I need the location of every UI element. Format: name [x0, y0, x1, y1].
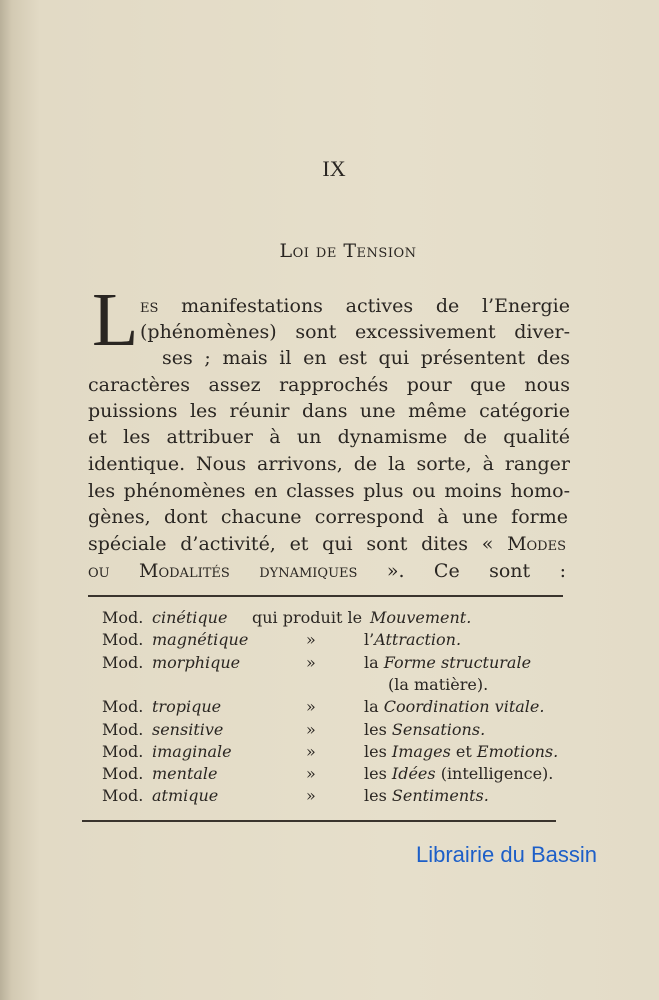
small-caps-text: Modes [507, 533, 566, 555]
mod-label: Mod. [102, 653, 144, 672]
top-rule [88, 595, 563, 597]
result-name: Attraction. [374, 630, 462, 649]
paragraph-line [140, 293, 570, 319]
result [364, 719, 485, 741]
paragraph-line: identique. Nous arrivons, de la sorte, à ranger [88, 453, 570, 475]
paragraph-line [88, 558, 566, 584]
result [364, 763, 553, 785]
result-name: Forme structurale [383, 653, 532, 672]
result-extra: (intelligence). [435, 764, 554, 783]
modality-name: magnétique [152, 630, 249, 649]
result [364, 696, 544, 718]
produces-text: » [306, 764, 316, 783]
chapter-title: Loi de Tension [279, 240, 417, 262]
small-caps-text: ou Modalités dynamiques [88, 560, 358, 582]
paragraph-line: gènes, dont chacune correspond à une forme [88, 506, 568, 528]
table-row [102, 719, 572, 741]
modality-name: mentale [152, 764, 218, 783]
produces-text: » [306, 653, 316, 672]
table-row [102, 629, 572, 651]
article: les [364, 720, 392, 739]
table-row [102, 785, 572, 807]
paragraph-line: et les attribuer à un dynamisme de qualité [88, 426, 570, 448]
result-extra: et [450, 742, 477, 761]
result [364, 629, 461, 651]
drop-cap: L [92, 278, 139, 362]
article: la [364, 653, 384, 672]
article: les [364, 786, 392, 805]
article: les [364, 764, 392, 783]
watermark: Librairie du Bassin [416, 842, 597, 867]
line-text: ». Ce sont : [357, 560, 566, 582]
paragraph-line: les phénomènes en classes plus ou moins homo- [88, 480, 570, 502]
produces-text: » [306, 742, 316, 761]
result-name: Sentiments. [391, 786, 489, 805]
modality-name: atmique [152, 786, 219, 805]
result-name: Mouvement. [370, 608, 472, 627]
mod-label: Mod. [102, 608, 144, 627]
modality-name: imaginale [152, 742, 232, 761]
paragraph-line: caractères assez rapprochés pour que nous [88, 374, 570, 396]
result-name: Sensations. [391, 720, 486, 739]
mod-label: Mod. [102, 630, 144, 649]
result-continuation: (la matière). [388, 675, 489, 694]
table-row [102, 741, 572, 763]
produces-text: qui produit le [252, 608, 363, 627]
modality-name: sensitive [152, 720, 224, 739]
result-name: Images [391, 742, 451, 761]
table-row [102, 607, 572, 629]
line-text: manifestations actives de l’Energie [158, 295, 570, 317]
modality-name: morphique [152, 653, 241, 672]
chapter-number: IX [322, 156, 346, 181]
mod-label: Mod. [102, 786, 144, 805]
article: l’ [364, 630, 375, 649]
table-row [102, 674, 572, 696]
line-text: spéciale d’activité, et qui sont dites « [88, 533, 508, 555]
article: la [364, 697, 384, 716]
table-row [102, 652, 572, 674]
result [364, 785, 489, 807]
modality-name: tropique [152, 697, 222, 716]
small-caps-text: es [140, 295, 159, 317]
result-name: Emotions. [476, 742, 559, 761]
bottom-rule [82, 820, 556, 822]
paragraph-line: (phénomènes) sont excessivement diver- [140, 321, 570, 343]
result [364, 652, 531, 674]
result [364, 741, 558, 763]
table-row [102, 763, 572, 785]
produces-text: » [306, 630, 316, 649]
paragraph-line: ses ; mais il en est qui présentent des [162, 347, 570, 369]
article: les [364, 742, 392, 761]
paragraph-line: puissions les réunir dans une même catégorie [88, 400, 570, 422]
modality-name: cinétique [152, 608, 228, 627]
table-row [102, 696, 572, 718]
produces-text: » [306, 720, 316, 739]
result-name: Coordination vitale. [383, 697, 545, 716]
result-name: Idées [391, 764, 436, 783]
mod-label: Mod. [102, 697, 144, 716]
mod-label: Mod. [102, 742, 144, 761]
produces-text: » [306, 786, 316, 805]
mod-label: Mod. [102, 720, 144, 739]
produces-text: » [306, 697, 316, 716]
mod-label: Mod. [102, 764, 144, 783]
paragraph-line [88, 531, 566, 557]
result [370, 607, 471, 629]
